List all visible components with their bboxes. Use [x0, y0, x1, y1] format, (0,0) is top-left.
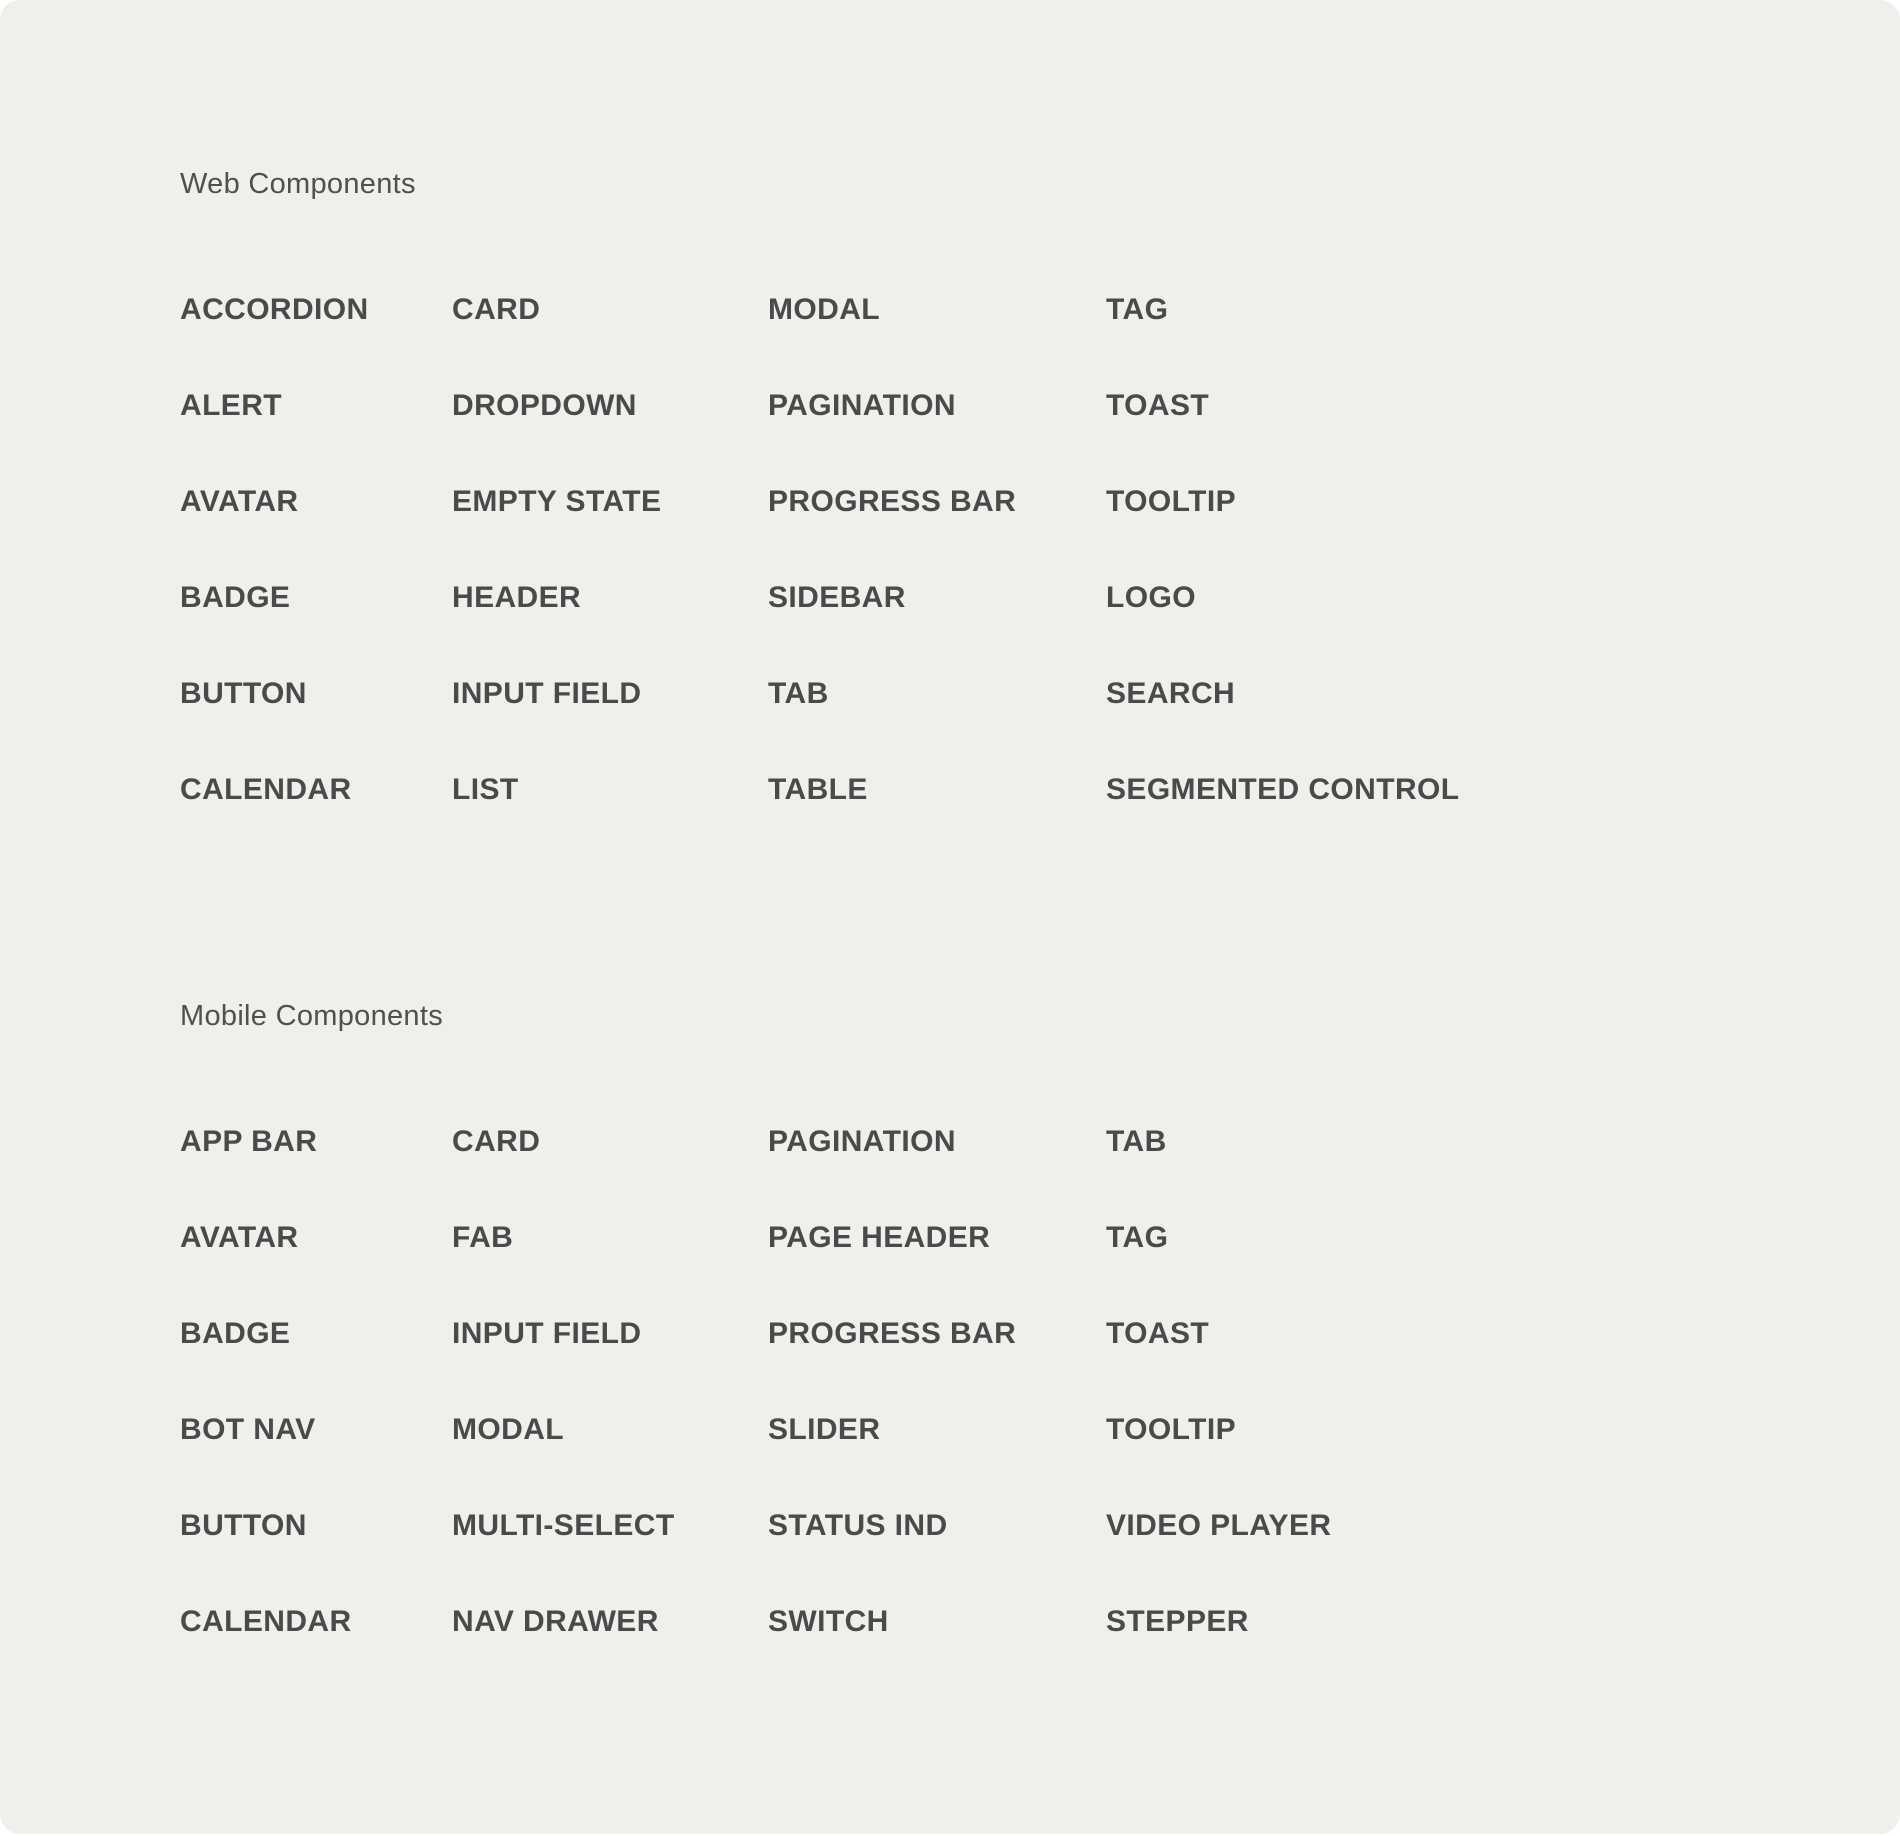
component-link[interactable]: STATUS IND — [768, 1509, 948, 1542]
component-link[interactable]: LIST — [452, 773, 519, 806]
component-link[interactable]: FAB — [452, 1221, 514, 1254]
component-row — [180, 286, 1780, 382]
component-row — [180, 1214, 1780, 1310]
section-title-mobile: Mobile Components — [180, 1000, 444, 1032]
component-row — [180, 1406, 1780, 1502]
component-link[interactable]: AVATAR — [180, 1221, 299, 1254]
component-link[interactable]: TAG — [1106, 293, 1169, 326]
component-link[interactable]: PAGE HEADER — [768, 1221, 991, 1254]
component-link[interactable]: NAV DRAWER — [452, 1605, 659, 1638]
component-link[interactable]: TABLE — [768, 773, 868, 806]
component-row — [180, 574, 1780, 670]
component-link[interactable]: TOOLTIP — [1106, 1413, 1237, 1446]
component-link[interactable]: BUTTON — [180, 677, 307, 710]
component-link[interactable]: CALENDAR — [180, 1605, 352, 1638]
component-link[interactable]: CALENDAR — [180, 773, 352, 806]
section-title-web: Web Components — [180, 168, 416, 200]
web-components-section — [180, 162, 1780, 862]
component-link[interactable]: AVATAR — [180, 485, 299, 518]
component-link[interactable]: APP BAR — [180, 1125, 318, 1158]
component-link[interactable]: PAGINATION — [768, 1125, 956, 1158]
component-link[interactable]: SIDEBAR — [768, 581, 906, 614]
component-link[interactable]: SLIDER — [768, 1413, 881, 1446]
component-link[interactable]: MODAL — [768, 293, 880, 326]
component-link[interactable]: TOAST — [1106, 1317, 1210, 1350]
component-row — [180, 1502, 1780, 1598]
component-link[interactable]: HEADER — [452, 581, 582, 614]
component-link[interactable]: CARD — [452, 293, 541, 326]
component-link[interactable]: MODAL — [452, 1413, 564, 1446]
component-link[interactable]: INPUT FIELD — [452, 677, 642, 710]
component-link[interactable]: PROGRESS BAR — [768, 485, 1017, 518]
component-row — [180, 1598, 1780, 1694]
component-link[interactable]: TAG — [1106, 1221, 1169, 1254]
component-row — [180, 382, 1780, 478]
component-link[interactable]: INPUT FIELD — [452, 1317, 642, 1350]
mobile-components-grid — [180, 1118, 1780, 1694]
component-link[interactable]: STEPPER — [1106, 1605, 1249, 1638]
component-link[interactable]: PAGINATION — [768, 389, 956, 422]
component-link[interactable]: BOT NAV — [180, 1413, 316, 1446]
component-row — [180, 670, 1780, 766]
component-link[interactable]: PROGRESS BAR — [768, 1317, 1017, 1350]
web-components-grid — [180, 286, 1780, 862]
component-row — [180, 766, 1780, 862]
component-link[interactable]: BUTTON — [180, 1509, 307, 1542]
component-link[interactable]: VIDEO PLAYER — [1106, 1509, 1332, 1542]
component-row — [180, 1310, 1780, 1406]
component-row — [180, 1118, 1780, 1214]
component-link[interactable]: BADGE — [180, 581, 291, 614]
component-link[interactable]: TOOLTIP — [1106, 485, 1237, 518]
component-link[interactable]: EMPTY STATE — [452, 485, 662, 518]
component-link[interactable]: TAB — [1106, 1125, 1167, 1158]
component-link[interactable]: DROPDOWN — [452, 389, 637, 422]
component-row — [180, 478, 1780, 574]
component-link[interactable]: LOGO — [1106, 581, 1196, 614]
component-link[interactable]: BADGE — [180, 1317, 291, 1350]
component-link[interactable]: MULTI-SELECT — [452, 1509, 675, 1542]
component-link[interactable]: ALERT — [180, 389, 282, 422]
component-link[interactable]: SEARCH — [1106, 677, 1236, 710]
component-link[interactable]: TAB — [768, 677, 829, 710]
component-link[interactable]: SEGMENTED CONTROL — [1106, 773, 1460, 806]
component-link[interactable]: ACCORDION — [180, 293, 369, 326]
component-link[interactable]: TOAST — [1106, 389, 1210, 422]
mobile-components-section — [180, 994, 1780, 1694]
component-link[interactable]: SWITCH — [768, 1605, 889, 1638]
component-link[interactable]: CARD — [452, 1125, 541, 1158]
